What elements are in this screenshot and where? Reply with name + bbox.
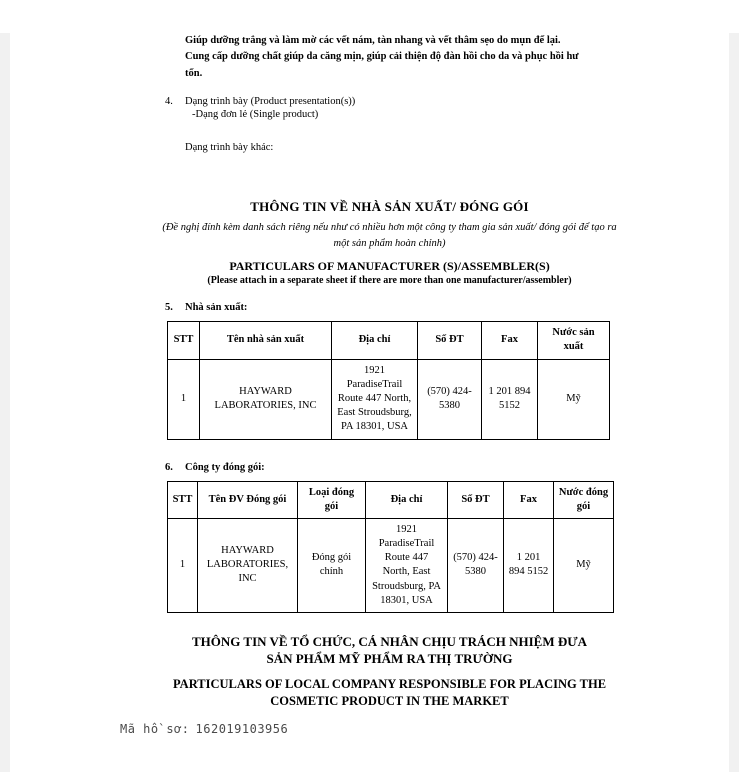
intro-paragraph: Giúp dưỡng trắng và làm mờ các vết nám, tàn nhang và vết thâm sẹo do mụn để lại. Cung cấp dưỡng chất giúp da căng mịn, giúp cải thiện độ đàn hồi cho da và phục hồi hư tổn.: [185, 35, 579, 79]
item-4-subitem: -Dạng đơn lẻ (Single product): [192, 108, 319, 120]
table-row: [168, 359, 610, 439]
manufacturer-table: [167, 321, 610, 439]
column-header: Nước đóng gói: [554, 481, 614, 518]
column-header: Số ĐT: [418, 322, 482, 359]
item-4-other-label: Dạng trình bày khác:: [185, 141, 274, 153]
table-row: [168, 518, 614, 612]
item-4-label: Dạng trình bày (Product presentation(s)): [185, 95, 356, 107]
table-cell: 1921 ParadiseTrail Route 447 North, East Stroudsburg, PA 18301, USA: [332, 359, 418, 439]
local-section-title-en: PARTICULARS OF LOCAL COMPANY RESPONSIBLE FOR PLACING THE COSMETIC PRODUCT IN THE MARKET: [172, 676, 607, 708]
column-header: Địa chỉ: [332, 322, 418, 359]
item-5-label: Nhà sản xuất:: [185, 302, 248, 314]
table-cell: Đóng gói chính: [298, 518, 366, 612]
dossier-code-value: 162019103956: [195, 721, 289, 736]
column-header: Tên nhà sản xuất: [200, 322, 332, 359]
table-cell: 1 201 894 5152: [504, 518, 554, 612]
table-cell: 1921 ParadiseTrail Route 447 North, East Stroudsburg, PA 18301, USA: [366, 518, 448, 612]
section-title-vi: THÔNG TIN VỀ NHÀ SẢN XUẤT/ ĐÓNG GÓI: [250, 198, 529, 214]
table-cell: (570) 424-5380: [448, 518, 504, 612]
table-cell: 1: [168, 518, 198, 612]
item-6-label: Công ty đóng gói:: [185, 461, 265, 473]
section-title-en: PARTICULARS OF MANUFACTURER (S)/ASSEMBLER(S): [229, 259, 550, 274]
assembler-table: [167, 481, 614, 613]
item-6: [165, 462, 739, 473]
document-page: [0, 33, 739, 736]
table-cell: 1: [168, 359, 200, 439]
table-header-row: [168, 322, 610, 359]
page-edge-left: [0, 33, 10, 772]
item-6-number: 6.: [165, 461, 173, 473]
column-header: Loại đóng gói: [298, 481, 366, 518]
section-note-en: (Please attach in a separate sheet if there are more than one manufacturer/assembler): [207, 275, 572, 287]
dossier-code: [120, 722, 739, 736]
item-5: [165, 302, 739, 313]
manufacturer-section-heading: [110, 199, 669, 287]
column-header: Fax: [482, 322, 538, 359]
table-cell: Mỹ: [538, 359, 610, 439]
column-header: STT: [168, 322, 200, 359]
item-4: [165, 96, 739, 107]
column-header: Fax: [504, 481, 554, 518]
table-cell: Mỹ: [554, 518, 614, 612]
page-edge-right: [729, 33, 739, 772]
section-note-vi: (Đề nghị đính kèm danh sách riêng nếu như có nhiều hơn một công ty tham gia sản xuất/ đóng gói để tạo ra một sản phẩm hoàn chỉnh): [162, 221, 617, 249]
table-cell: 1 201 894 5152: [482, 359, 538, 439]
dossier-code-label: Mã hồ sơ:: [120, 721, 190, 736]
column-header: Địa chỉ: [366, 481, 448, 518]
table-cell: (570) 424-5380: [418, 359, 482, 439]
table-header-row: [168, 481, 614, 518]
item-4-number: 4.: [165, 95, 173, 107]
column-header: Nước sản xuất: [538, 322, 610, 359]
table-cell: HAYWARD LABORATORIES, INC: [198, 518, 298, 612]
table-cell: HAYWARD LABORATORIES, INC: [200, 359, 332, 439]
column-header: Tên ĐV Đóng gói: [198, 481, 298, 518]
item-5-number: 5.: [165, 302, 173, 314]
local-company-section-heading: [110, 633, 669, 710]
column-header: STT: [168, 481, 198, 518]
local-section-title-vi: THÔNG TIN VỀ TỔ CHỨC, CÁ NHÂN CHỊU TRÁCH NHIỆM ĐƯA SẢN PHẨM MỸ PHẨM RA THỊ TRƯỜNG: [192, 633, 587, 667]
column-header: Số ĐT: [448, 481, 504, 518]
